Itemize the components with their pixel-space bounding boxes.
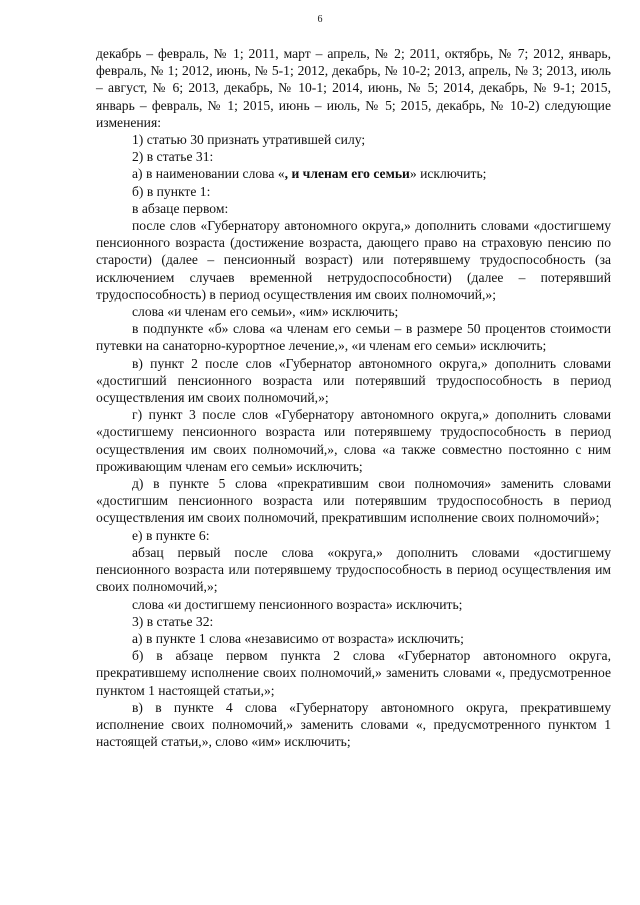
paragraph: 2) в статье 31: — [132, 149, 214, 165]
paragraph: в подпункте «б» слова «а членам его семьи – в размере 50 процентов стоимости путевки на санаторно-курортное лечение,», «и членам его семьи» исключить; — [96, 321, 611, 354]
paragraph: абзац первый после слова «округа,» дополнить словами «достигшему пенсионного возраста или потерявшему трудоспособность в период осуществления им своих полномочий,»; — [96, 544, 611, 595]
paragraph: слова «и членам его семьи», «им» исключить; — [132, 304, 399, 320]
paragraph: в) в пункте 4 слова «Губернатору автономного округа, прекратившему исполнение своих полномочий,» заменить словами «, предусмотренного пунктом 1 настоящей статьи,», слово «им» исключить; — [96, 699, 611, 750]
paragraph: 1) статью 30 признать утратившей силу; — [132, 132, 366, 148]
paragraph — [96, 165, 611, 182]
paragraph-text: » исключить; — [409, 166, 487, 182]
paragraph: д) в пункте 5 слова «прекратившим свои полномочия» заменить словами «достигшим пенсионного возраста или потерявшим трудоспособность в период осуществления им своих полномочий, прекратившим исполнение своих полномочий»; — [96, 476, 611, 526]
document-body — [96, 45, 611, 750]
paragraph: а) в пункте 1 слова «независимо от возраста» исключить; — [132, 630, 464, 646]
page-number: 6 — [317, 14, 323, 25]
paragraph: декабрь – февраль, № 1; 2011, март – апрель, № 2; 2011, октябрь, № 7; 2012, январь, февраль, № 1; 2012, июнь, № 5-1; 2012, декабрь, № 10-2; 2013, апрель, № 3; 2013, июль – август, № 6; 2013, декабрь, № 10-1; 2014, июнь, № 5; 2014, декабрь, № 9-1; 2015, январь – февраль, № 1; 2015, июнь – июль, № 5; 2015, декабрь, № 10-2) следующие изменения: — [96, 46, 611, 130]
paragraph: слова «и достигшему пенсионного возраста» исключить; — [132, 596, 463, 612]
paragraph: б) в пункте 1: — [132, 183, 211, 199]
paragraph: в абзаце первом: — [132, 200, 229, 216]
paragraph: 3) в статье 32: — [132, 613, 214, 629]
paragraph-text: а) в наименовании слова « — [132, 166, 285, 182]
paragraph: после слов «Губернатору автономного округа,» дополнить словами «достигшему пенсионного возраста (достижение возраста, дающего право на страховую пенсию по старости) (далее – пенсионный возраст) или потерявшему трудоспособность (за исключением случаев временной нетрудоспособности) (далее – потерявший трудоспособность) в период осуществления им своих полномочий,»; — [96, 218, 611, 302]
paragraph: б) в абзаце первом пункта 2 слова «Губернатор автономного округа, прекратившему исполнение своих полномочий,» заменить словами «, предусмотренное пунктом 1 настоящей статьи,»; — [96, 648, 611, 698]
paragraph: в) пункт 2 после слов «Губернатор автономного округа,» дополнить словами «достигший пенсионного возраста или потерявший трудоспособность в период осуществления им своих полномочий,»; — [96, 355, 611, 406]
bold-phrase: , и членам его семьи — [284, 166, 410, 182]
paragraph: г) пункт 3 после слов «Губернатору автономного округа,» дополнить словами «достигшему пенсионного возраста или потерявшему трудоспособность в период осуществления им своих полномочий,», слова «а также совместно постоянно с ним проживающим членам его семьи» исключить; — [96, 407, 611, 474]
paragraph: е) в пункте 6: — [132, 527, 210, 543]
